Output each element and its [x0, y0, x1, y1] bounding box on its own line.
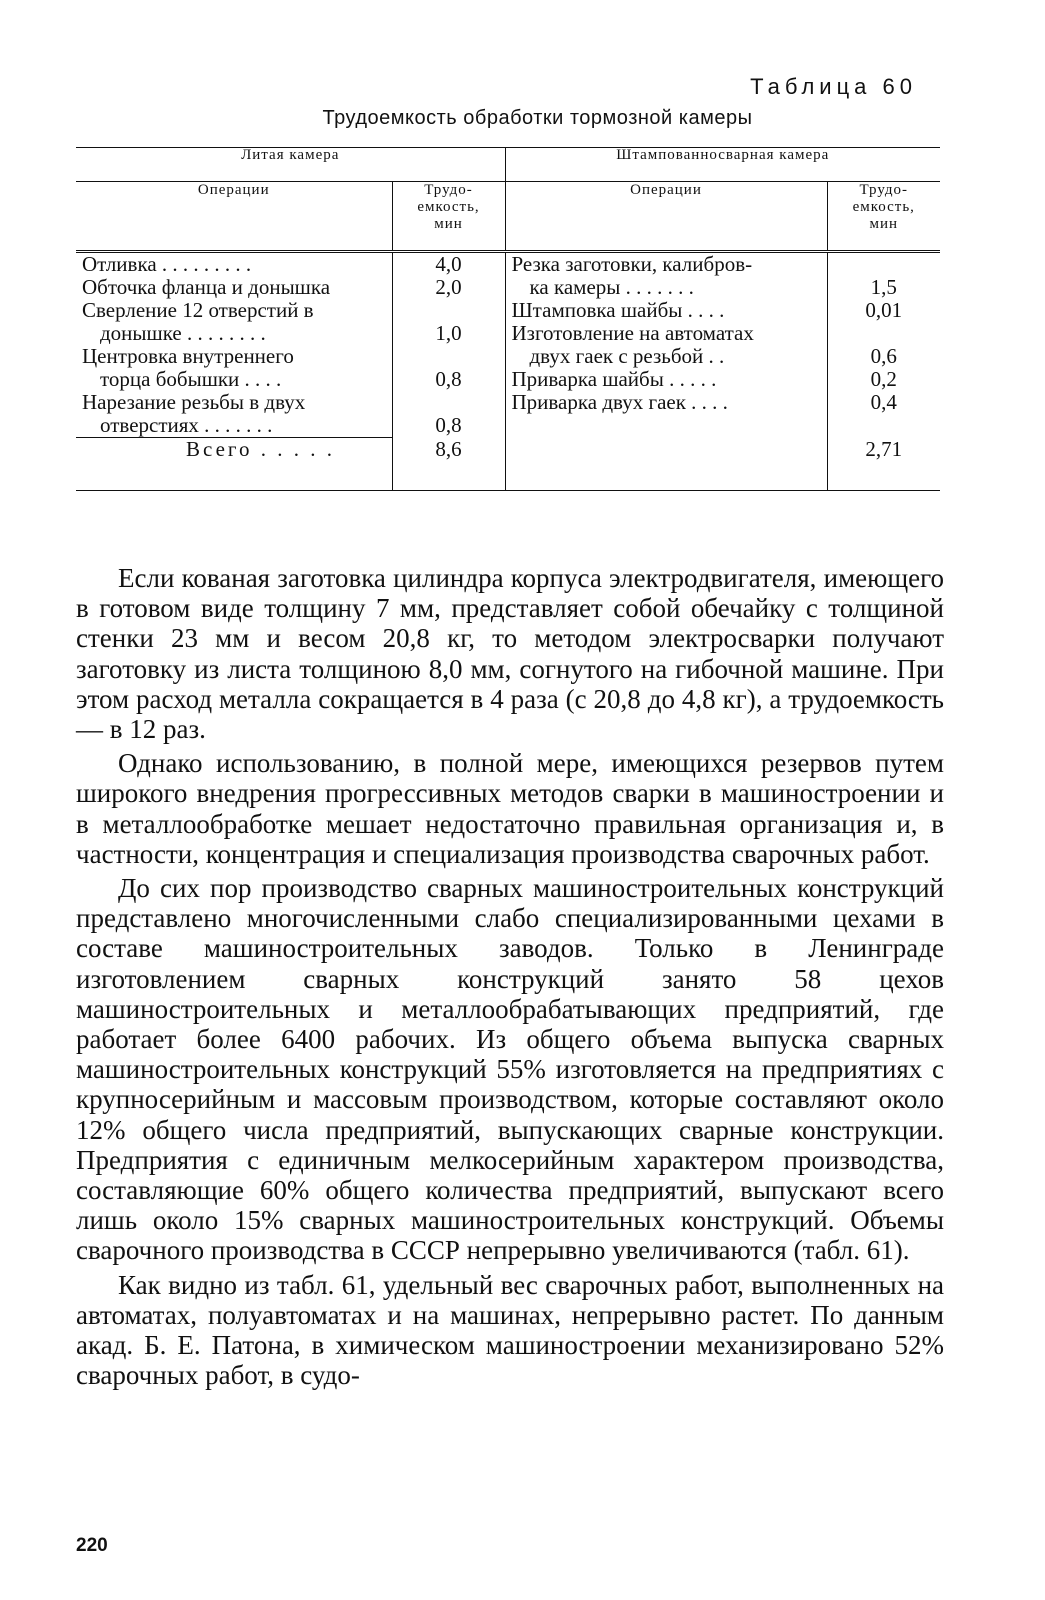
- left-labor-header: Трудо- емкость, мин: [392, 182, 505, 252]
- left-op-4: Центровка внутреннего торца бобышки . . . .: [82, 345, 294, 391]
- right-total: 2,71: [827, 438, 940, 491]
- left-value-2: 2,0: [435, 275, 462, 299]
- left-values-cell: [392, 252, 505, 438]
- spacer: [399, 345, 499, 368]
- total-label-cell: [76, 438, 392, 491]
- left-operations-header: Операции: [76, 182, 392, 252]
- left-total: 8,6: [392, 438, 505, 491]
- left-op-2: Обточка фланца и донышка: [82, 276, 331, 299]
- right-value-2: 0,01: [865, 298, 903, 322]
- total-label: Всего . . . . .: [186, 437, 335, 461]
- right-op-3: Изготовление на автоматах двух гаек с резьбой . .: [511, 322, 754, 368]
- right-value-1: 1,5: [870, 275, 897, 299]
- left-op-5: Нарезание резьбы в двух отверстиях . . . . . . .: [82, 391, 306, 437]
- table-body-row: [76, 252, 940, 438]
- page-number: 220: [76, 1535, 108, 1556]
- labor-table: [76, 147, 940, 491]
- paragraph-1: Если кованая заготовка цилиндра корпуса электродвигателя, имеющего в готовом виде толщину 7 мм, представляет собой обечайку с толщиной стенки 23 мм и весом 20,8 кг, то методом электросварки получают заготовку из листа толщиною 8,0 мм, согнутого на гибочной машине. При этом расход металла сокращается в 4 раза (с 20,8 до 4,8 кг), а трудоемкость — в 12 раз.: [76, 563, 944, 745]
- right-value-3: 0,6: [870, 344, 897, 368]
- right-op-1: Резка заготовки, калибров- ка камеры . . . . . . .: [511, 253, 753, 299]
- paragraph-4: Как видно из табл. 61, удельный вес сварочных работ, выполненных на автоматах, полуавтоматах и на машинах, непрерывно растет. По данным акад. Б. Е. Патона, в химическом машиностроении механизировано 52% сварочных работ, в судо-: [76, 1269, 944, 1391]
- left-section-header: Литая камера: [76, 147, 505, 182]
- paragraph-3: До сих пор производство сварных машиностроительных конструкций представлено многочисленными слабо специализированными цехами в составе машиностроительных заводов. Только в Ленинграде изготовлением сварных конструкций занято 58 цехов машиностроительных и металлообрабатывающих предприятий, где работает более 6400 рабочих. Из общего объема выпуска сварных машиностроительных конструкций 55% изготовляется на предприятиях с крупносерийным и массовым производством, которые составляют около 12% общего числа предприятий, выпускающих сварные конструкции. Предприятия с единичным мелкосерийным характером производства, составляющие 60% общего количества предприятий, выпускают всего лишь около 15% сварных машиностроительных конструкций. Объемы сварочного производства в СССР непрерывно увеличиваются (табл. 61).: [76, 873, 944, 1266]
- right-operations-header: Операции: [505, 182, 827, 252]
- spacer: [399, 299, 499, 322]
- left-value-5: 0,8: [435, 413, 462, 437]
- left-operations-cell: [76, 252, 392, 438]
- left-value-1: 4,0: [435, 252, 462, 276]
- left-op-1: Отливка . . . . . . . . .: [82, 253, 252, 276]
- right-labor-header: Трудо- емкость, мин: [827, 182, 940, 252]
- body-text: [76, 563, 944, 1394]
- right-operations-cell: [505, 252, 827, 438]
- total-row: [76, 438, 940, 491]
- spacer: [834, 253, 935, 276]
- right-op-5: Приварка двух гаек . . . .: [511, 391, 728, 414]
- right-op-4: Приварка шайбы . . . . .: [511, 368, 717, 391]
- left-op-3: Сверление 12 отверстий в донышке . . . . . . . .: [82, 299, 314, 345]
- left-value-3: 1,0: [435, 321, 462, 345]
- right-values-cell: [827, 252, 940, 438]
- spacer: [399, 391, 499, 414]
- paragraph-2: Однако использованию, в полной мере, имеющихся резервов путем широкого внедрения прогрессивных методов сварки в машиностроении и в металлообработке мешает недостаточно правильная организация и, в частности, концентрация и специализация производства сварочных работ.: [76, 748, 944, 869]
- column-header-row: [76, 182, 940, 252]
- right-section-header: Штампованносварная камера: [505, 147, 940, 182]
- table-number: Таблица 60: [750, 74, 917, 99]
- spacer: [834, 322, 935, 345]
- right-value-5: 0,4: [870, 390, 897, 414]
- right-op-2: Штамповка шайбы . . . .: [511, 299, 725, 322]
- right-value-4: 0,2: [870, 367, 897, 391]
- left-value-4: 0,8: [435, 367, 462, 391]
- total-empty-cell: [505, 438, 827, 491]
- table-title: Трудоемкость обработки тормозной камеры: [322, 107, 753, 129]
- section-header-row: [76, 147, 940, 182]
